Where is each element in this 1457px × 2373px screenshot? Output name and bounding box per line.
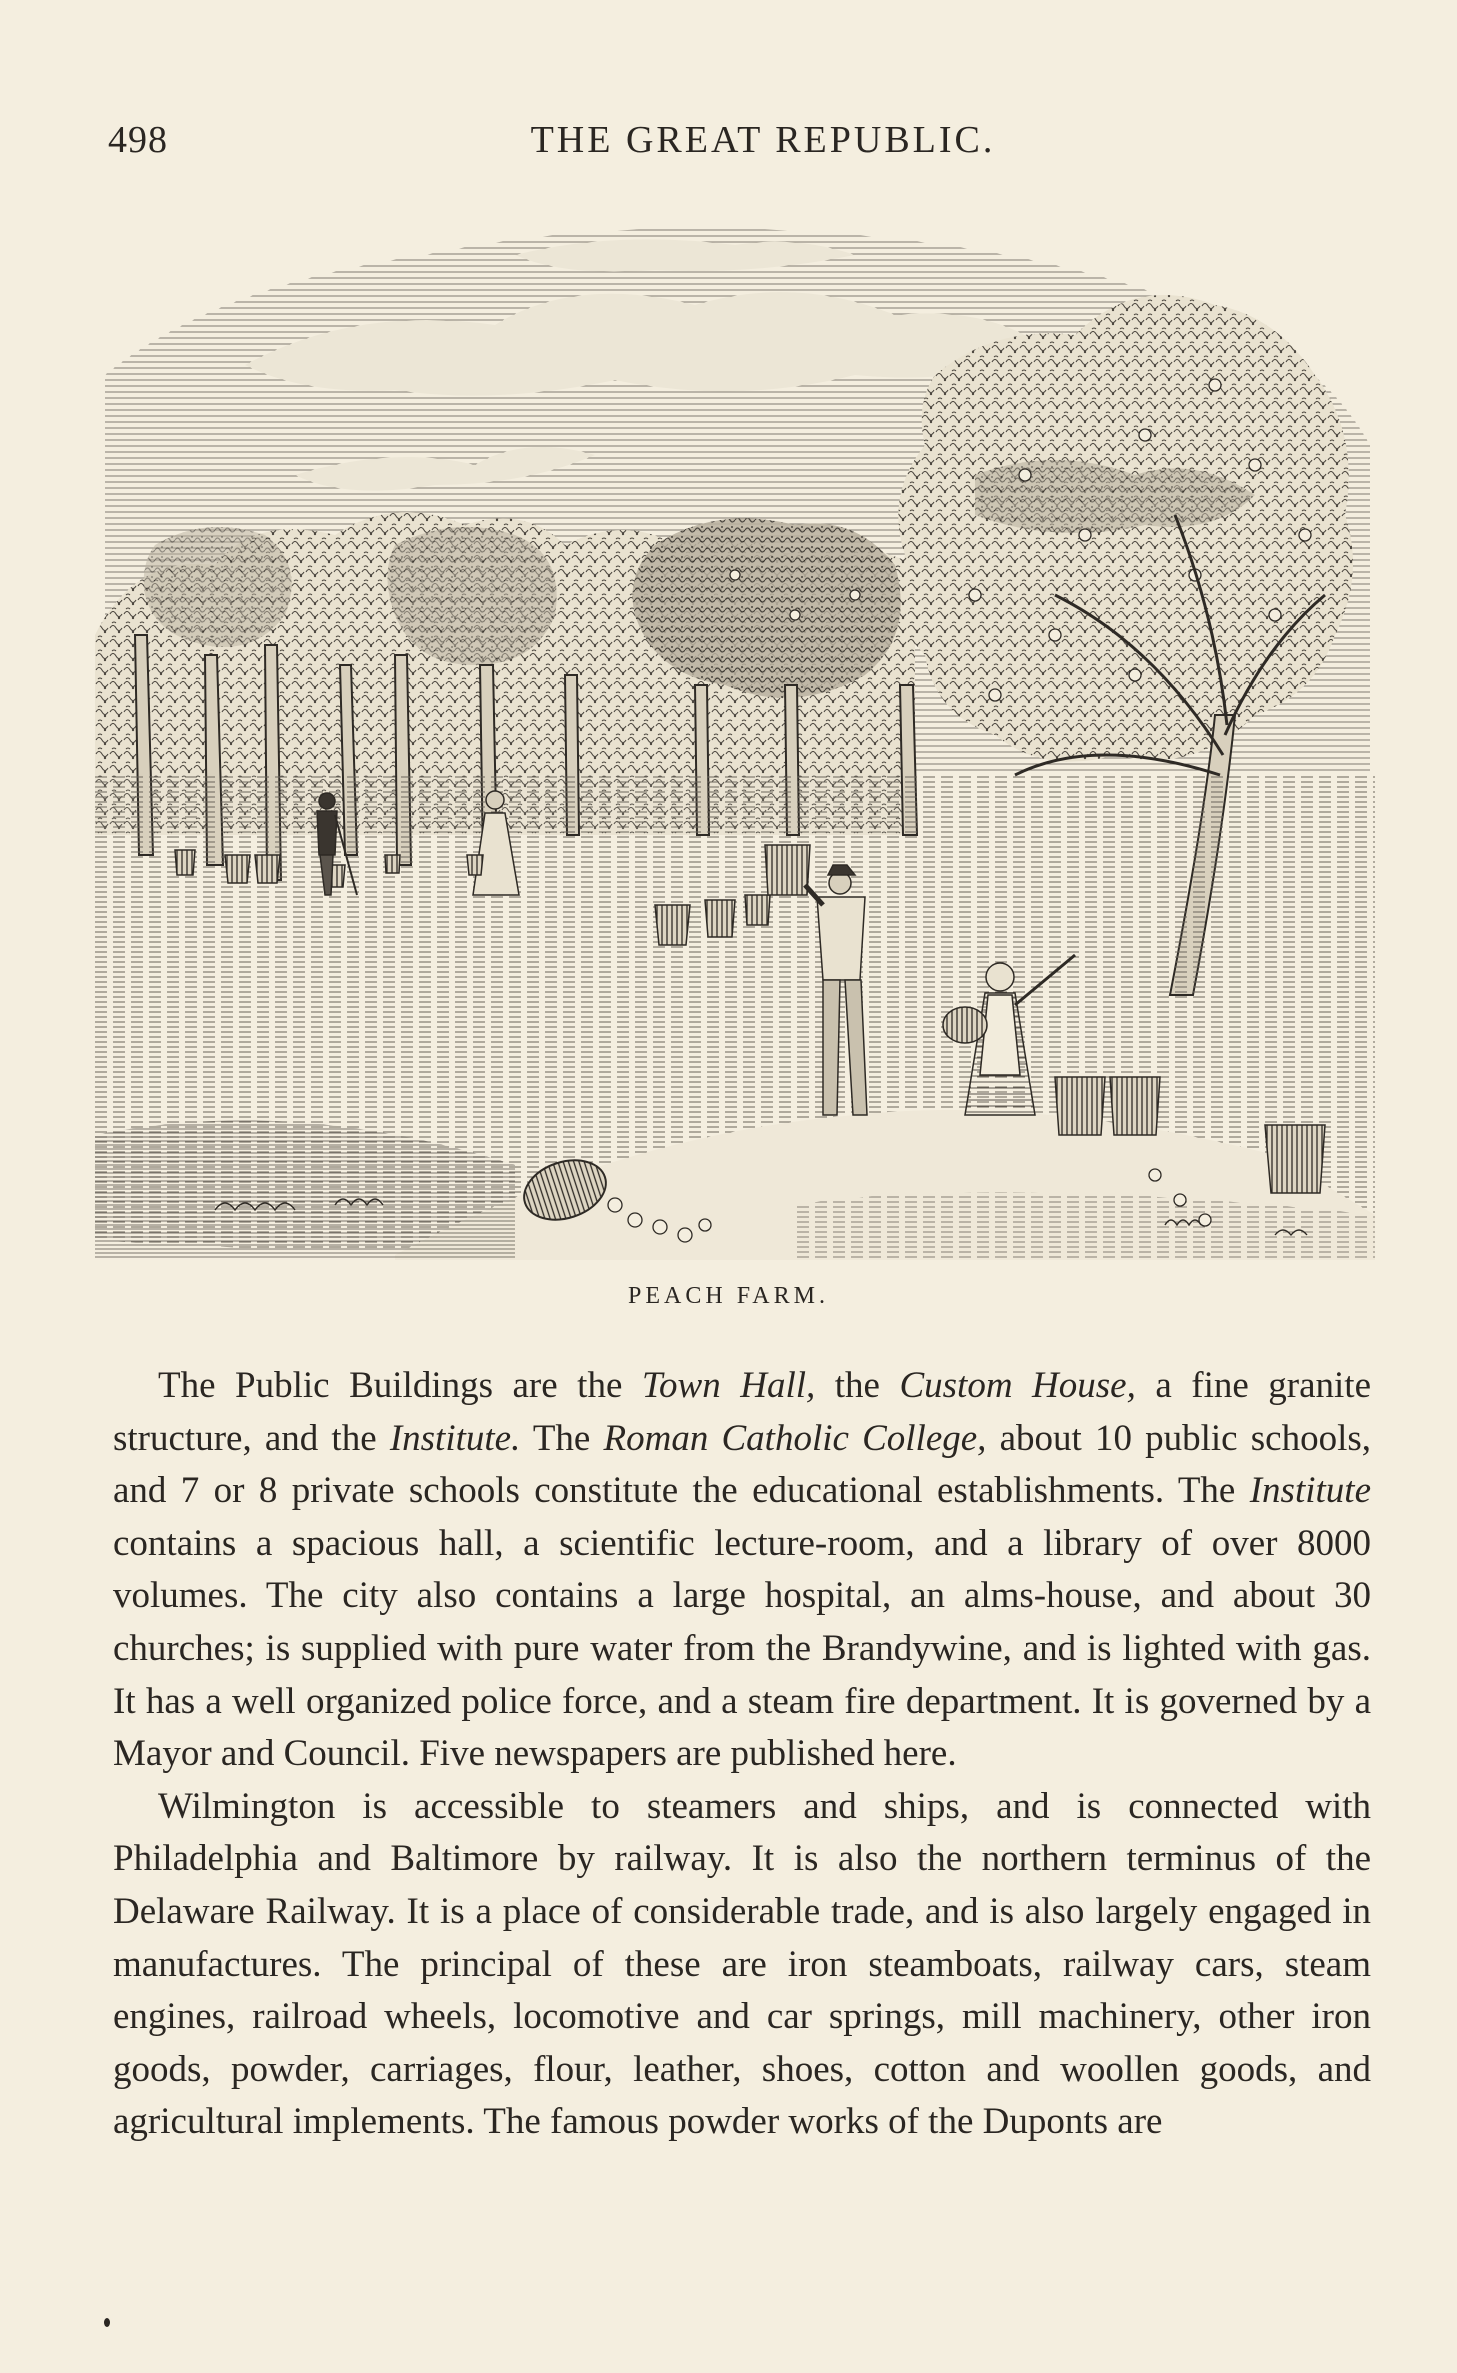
text-run: The (520, 1417, 604, 1459)
running-title: THE GREAT REPUBLIC. (530, 119, 996, 161)
peach-farm-engraving (95, 215, 1375, 1260)
text-run: about 10 public schools, and 7 or 8 private schools constitute the educational establishments. The (113, 1417, 1372, 1512)
page-number: 498 (108, 119, 168, 161)
figure-caption: PEACH FARM. (628, 1283, 829, 1309)
italic-roman-catholic-college: Roman Catholic College, (603, 1417, 987, 1459)
italic-custom-house: Custom House, (899, 1365, 1136, 1406)
body-text (113, 1360, 1371, 2149)
italic-institute-2: Institute (1249, 1470, 1371, 1512)
italic-institute: Institute. (389, 1417, 521, 1459)
text-run: contains a spacious hall, a scientific lecture-room, and a library of over 8000 volumes. The city also contains a large hospital, an alms-house, and about 30 churches; is supplied with pure water from the Brandywine, and is lighted with gas. It has a well organized police force, and a steam fire department. It is governed by a Mayor and Council. Five newspapers are published here. (113, 1522, 1371, 1775)
ink-speck (104, 2318, 110, 2327)
page-header (108, 118, 1378, 168)
text-run: The Public Buildings are the (158, 1365, 642, 1406)
text-run: a fine granite structure, and the (113, 1365, 1372, 1459)
paragraph-public-buildings (113, 1360, 1371, 1781)
engraving-drawing (95, 215, 1375, 1260)
italic-town-hall: Town Hall, (641, 1365, 816, 1406)
paragraph-wilmington: Wilmington is accessible to steamers and ships, and is connected with Philadelphia and Baltimore by railway. It is also the northern terminus of the Delaware Railway. It is a place of considerable trade, and is also largely engaged in manufactures. The principal of these are iron steamboats, railway cars, steam engines, railroad wheels, locomotive and car springs, mill machinery, other iron goods, powder, carriages, flour, leather, shoes, cotton and woollen goods, and agricultural implements. The famous powder works of the Duponts are (113, 1785, 1371, 2143)
text-run: the (815, 1365, 900, 1406)
